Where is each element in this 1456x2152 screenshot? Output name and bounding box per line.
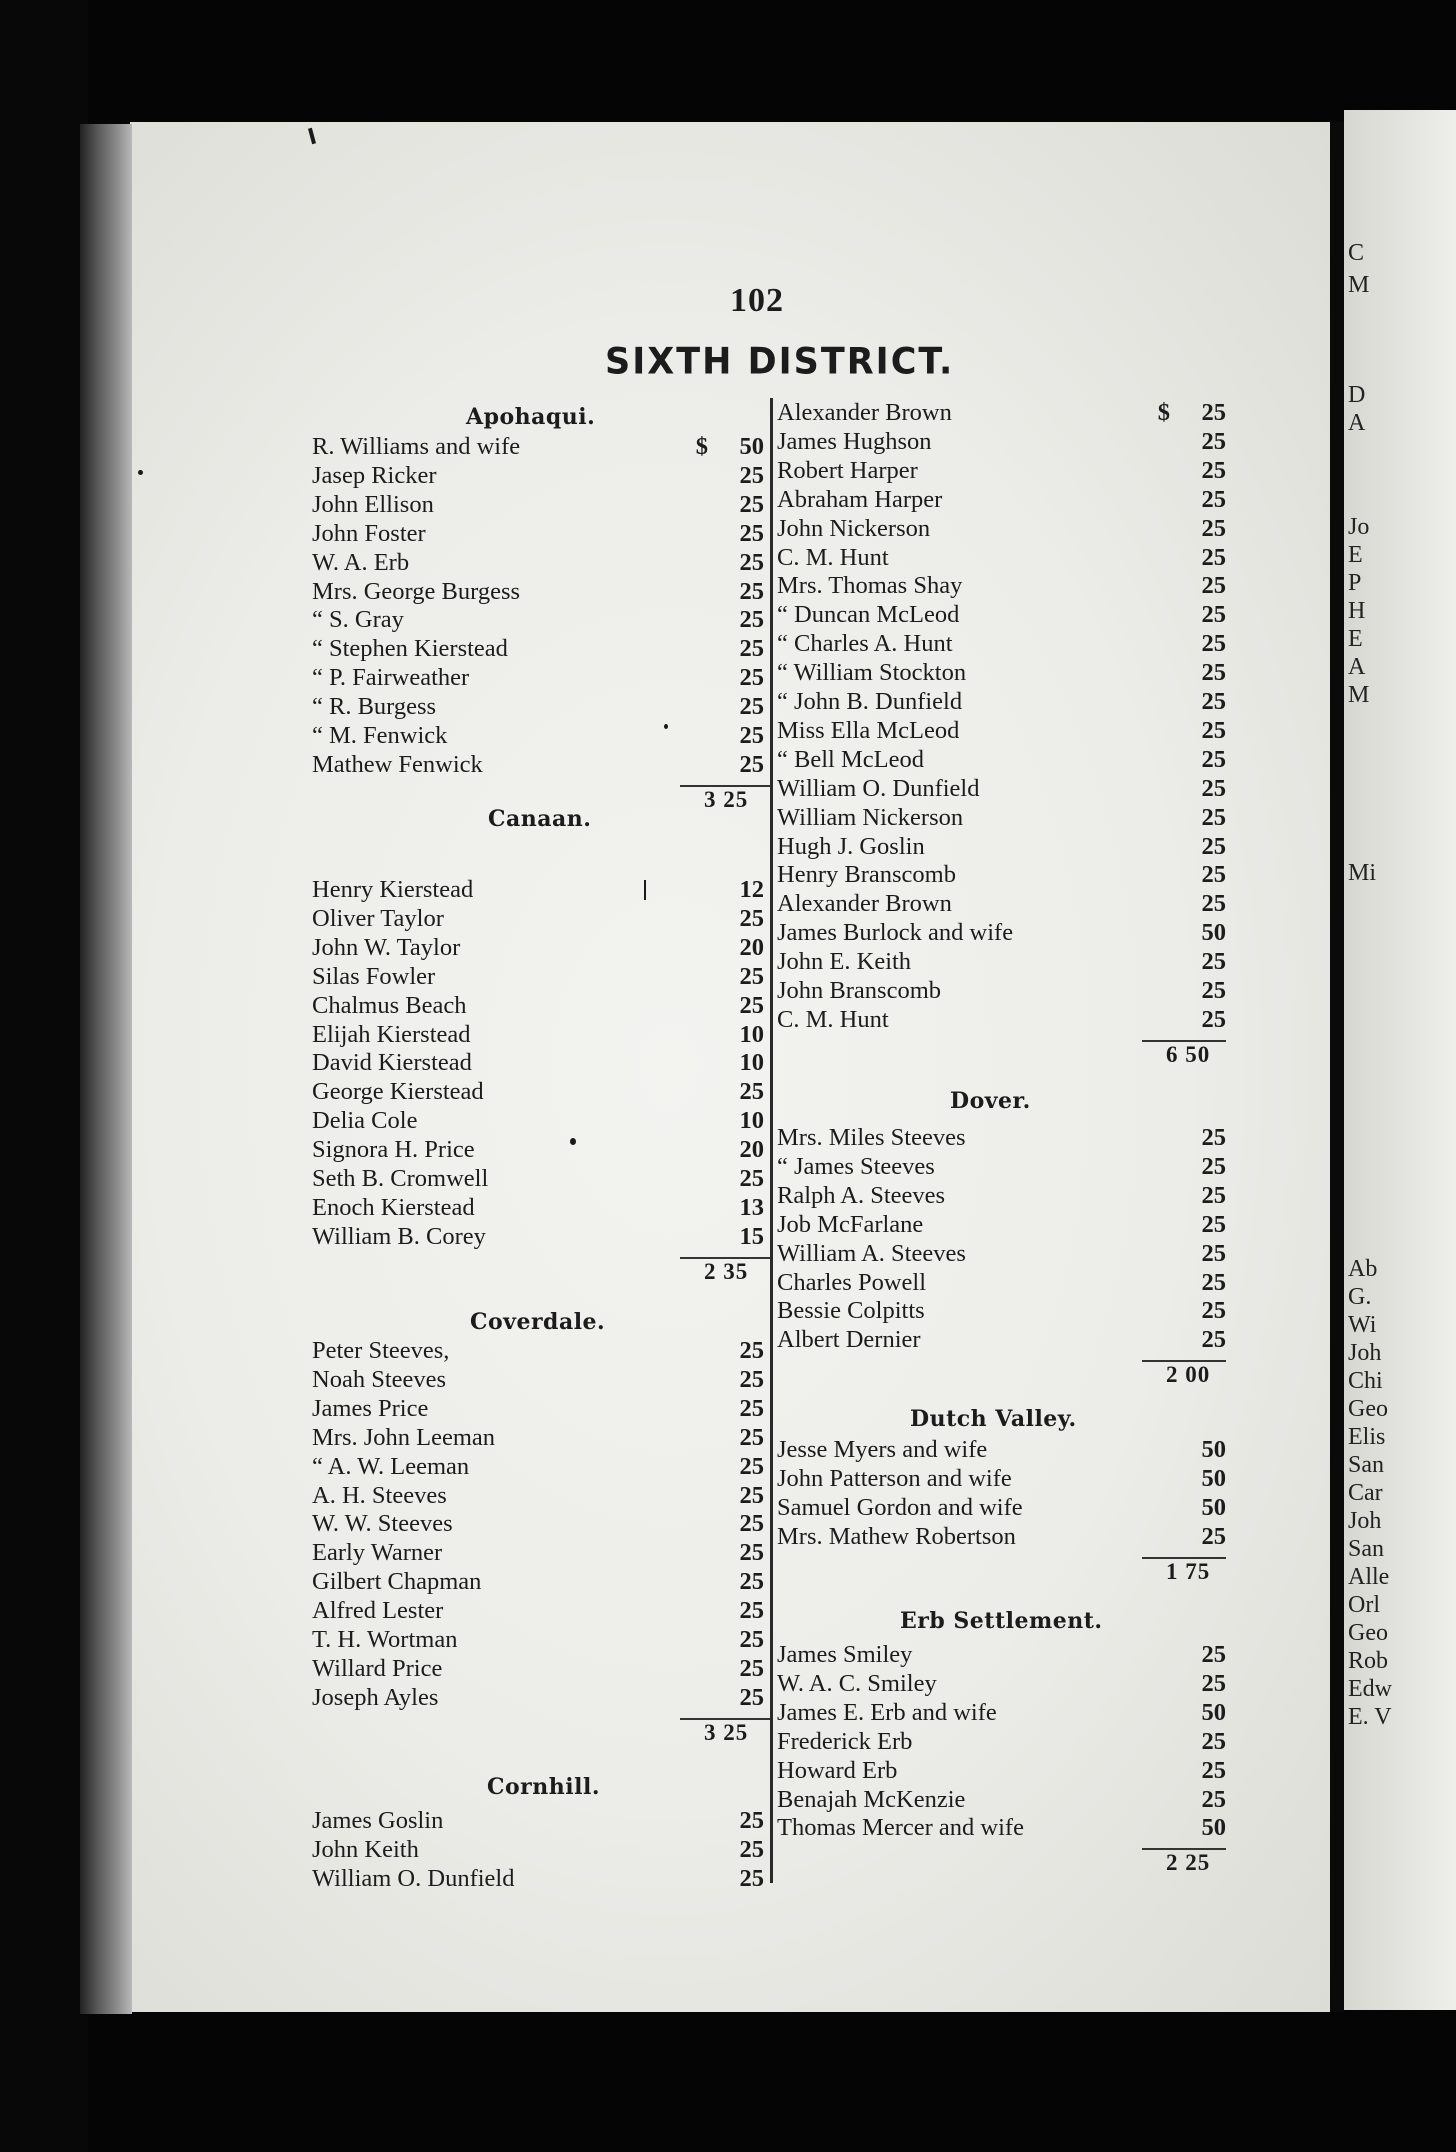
contribution-amount: 25	[739, 1394, 764, 1422]
contributor-name: Hugh J. Goslin	[777, 832, 925, 860]
list-item	[312, 962, 764, 991]
list-item	[777, 1210, 1226, 1239]
contribution-amount: 25	[739, 722, 764, 749]
adjacent-page-text: H	[1348, 598, 1366, 624]
contributor-name: John Nickerson	[777, 514, 931, 542]
list-item	[312, 1654, 764, 1683]
contribution-amount: 50	[1201, 1436, 1226, 1463]
list-item	[777, 860, 1226, 889]
district-title: SIXTH DISTRICT.	[605, 341, 955, 383]
list-item	[312, 663, 764, 692]
contribution-amount: 25	[1201, 861, 1226, 889]
contributor-name: John Foster	[312, 519, 426, 547]
list-item	[312, 1365, 764, 1394]
list-item	[312, 1806, 764, 1835]
list-item	[777, 543, 1226, 572]
contributor-name: John E. Keith	[777, 948, 912, 976]
page-gutter	[1330, 122, 1344, 2012]
contribution-amount: 25	[1201, 977, 1226, 1004]
dollar-sign: $	[695, 433, 708, 460]
contribution-amount: 25	[739, 1568, 764, 1596]
column-divider	[770, 398, 773, 1883]
contribution-amount: 25	[1201, 1756, 1226, 1784]
contribution-amount: 25	[739, 1078, 764, 1106]
contribution-amount: 50	[739, 433, 764, 460]
contribution-amount: 25	[739, 519, 764, 547]
list-item	[777, 1493, 1226, 1522]
contributor-name: William O. Dunfield	[777, 774, 980, 802]
contribution-amount: 50	[1201, 919, 1226, 947]
list-item	[777, 716, 1226, 745]
contributor-name: Jesse Myers and wife	[777, 1436, 988, 1463]
contributor-name: Thomas Mercer and wife	[777, 1814, 1024, 1842]
contribution-amount: 25	[1201, 774, 1226, 802]
adjacent-page-text: Alle	[1348, 1564, 1390, 1590]
adjacent-page-text: Joh	[1348, 1508, 1382, 1534]
contributor-name: John Keith	[312, 1835, 419, 1863]
contributor-name: Seth B. Cromwell	[312, 1165, 489, 1192]
list-item	[312, 1164, 764, 1193]
contribution-amount: 25	[1201, 745, 1226, 773]
list-item	[777, 514, 1226, 543]
contribution-amount: 25	[1201, 688, 1226, 715]
contribution-amount: 10	[739, 1049, 764, 1077]
contributor-name: R. Williams and wife	[312, 433, 521, 460]
list-item	[312, 721, 764, 750]
contribution-amount: 25	[1201, 543, 1226, 571]
list-item	[312, 519, 764, 548]
contribution-amount: 13	[739, 1193, 764, 1221]
section-heading: Erb Settlement.	[900, 1608, 1103, 1634]
contribution-amount: 25	[1201, 716, 1226, 744]
contribution-amount: 25	[1201, 948, 1226, 976]
contributor-name: Silas Fowler	[312, 962, 436, 990]
contributor-name: “ P. Fairweather	[312, 664, 470, 692]
contributor-name: Henry Kierstead	[312, 876, 474, 903]
adjacent-page-text: Joh	[1348, 1340, 1382, 1366]
list-item	[777, 485, 1226, 514]
list-item	[777, 1756, 1226, 1785]
list-item	[777, 1239, 1226, 1268]
contributor-name: C. M. Hunt	[777, 1005, 889, 1033]
list-item	[312, 1394, 764, 1423]
contributor-name: “ S. Gray	[312, 606, 404, 634]
contributor-name: W. A. Erb	[312, 548, 410, 576]
contributor-name: “ James Steeves	[777, 1152, 935, 1180]
contributor-name: “ R. Burgess	[312, 693, 437, 721]
list-item	[777, 1152, 1226, 1181]
contribution-amount: 25	[739, 962, 764, 990]
contributor-name: William O. Dunfield	[312, 1864, 515, 1892]
list-item	[312, 1683, 764, 1712]
list-item	[777, 1698, 1226, 1727]
book-spine	[80, 124, 132, 2014]
contributor-name: William A. Steeves	[777, 1239, 966, 1267]
list-item	[777, 1785, 1226, 1814]
list-item	[312, 1077, 764, 1106]
contributor-name: Miss Ella McLeod	[777, 716, 960, 744]
contribution-amount: 50	[1201, 1698, 1226, 1726]
contribution-amount: 25	[739, 1452, 764, 1480]
list-item	[312, 1048, 764, 1077]
list-item	[777, 976, 1226, 1005]
contribution-amount: 25	[1201, 1210, 1226, 1238]
list-item	[312, 1835, 764, 1864]
contributor-name: James Goslin	[312, 1807, 444, 1834]
contributor-name: Job McFarlane	[777, 1210, 924, 1238]
list-item	[777, 889, 1226, 918]
contributor-name: W. W. Steeves	[312, 1510, 453, 1538]
contributor-name: George Kierstead	[312, 1078, 484, 1106]
adjacent-page-text: A	[1348, 654, 1366, 680]
contribution-amount: 25	[1201, 1727, 1226, 1755]
list-item	[777, 1669, 1226, 1698]
contributor-name: Charles Powell	[777, 1268, 927, 1296]
list-item	[777, 1325, 1226, 1354]
adjacent-page-text: Elis	[1348, 1424, 1386, 1450]
list-item	[312, 933, 764, 962]
contributor-name: Noah Steeves	[312, 1365, 447, 1393]
contribution-amount: 25	[739, 664, 764, 692]
list-item	[312, 605, 764, 634]
contributor-name: Gilbert Chapman	[312, 1568, 482, 1596]
scan-border	[0, 0, 88, 2152]
contributor-name: Mrs. George Burgess	[312, 577, 521, 605]
adjacent-page-text: E	[1348, 542, 1363, 568]
contribution-amount: 25	[739, 904, 764, 932]
contribution-amount: 25	[1201, 514, 1226, 542]
list-item	[312, 634, 764, 663]
subtotal-amount: 2 25	[1166, 1850, 1211, 1876]
contribution-amount: 25	[739, 461, 764, 489]
contributor-name: Ralph A. Steeves	[777, 1181, 946, 1209]
contribution-amount: 25	[1201, 803, 1226, 831]
contribution-amount: 25	[1201, 1181, 1226, 1209]
contributor-name: William Nickerson	[777, 803, 964, 831]
contribution-amount: 25	[739, 1807, 764, 1834]
section-heading: Coverdale.	[470, 1309, 606, 1335]
adjacent-page-text: Wi	[1348, 1312, 1377, 1338]
contributor-name: James Burlock and wife	[777, 919, 1014, 947]
list-item	[777, 571, 1226, 600]
contributor-name: James E. Erb and wife	[777, 1698, 997, 1726]
contribution-amount: 25	[1201, 1124, 1226, 1151]
adjacent-page-text: Jo	[1348, 514, 1370, 540]
list-item	[312, 1222, 764, 1251]
contribution-amount: 25	[1201, 1785, 1226, 1813]
contribution-amount: 25	[1201, 832, 1226, 860]
contribution-amount: 20	[739, 933, 764, 961]
adjacent-page-text: P	[1348, 570, 1362, 596]
contribution-amount: 25	[1201, 630, 1226, 658]
contribution-amount: 10	[739, 1020, 764, 1048]
list-item	[312, 548, 764, 577]
adjacent-page-text: Ab	[1348, 1256, 1378, 1282]
subtotal-amount: 3 25	[704, 1719, 749, 1745]
list-item	[312, 1336, 764, 1365]
list-item	[312, 991, 764, 1020]
adjacent-page-text: C	[1348, 240, 1365, 266]
list-item	[777, 1296, 1226, 1325]
contributor-name: Elijah Kierstead	[312, 1020, 471, 1048]
contributor-name: Samuel Gordon and wife	[777, 1493, 1023, 1521]
contribution-amount: 10	[739, 1107, 764, 1135]
list-item	[777, 803, 1226, 832]
contribution-amount: 25	[1201, 1297, 1226, 1325]
adjacent-page-text: E. V	[1348, 1704, 1392, 1730]
list-item	[777, 774, 1226, 803]
contributor-name: Signora H. Price	[312, 1136, 475, 1164]
contribution-amount: 12	[739, 876, 764, 903]
contribution-amount: 25	[1201, 1005, 1226, 1033]
contributor-name: Henry Branscomb	[777, 861, 956, 889]
contributor-name: “ William Stockton	[777, 659, 967, 687]
list-item	[777, 600, 1226, 629]
list-item	[777, 1727, 1226, 1756]
list-item	[312, 1193, 764, 1222]
contributor-name: “ A. W. Leeman	[312, 1452, 470, 1480]
list-item	[777, 1435, 1226, 1464]
adjacent-page-text: San	[1348, 1536, 1384, 1562]
dollar-sign: $	[1157, 399, 1170, 426]
list-item	[312, 490, 764, 519]
section-heading: Canaan.	[488, 806, 592, 832]
contributor-name: “ John B. Dunfield	[777, 688, 963, 715]
adjacent-page-text: M	[1348, 272, 1370, 298]
contributor-name: Early Warner	[312, 1539, 443, 1567]
list-item	[777, 1005, 1226, 1034]
adjacent-page-text: D	[1348, 382, 1366, 408]
contribution-amount: 25	[739, 1597, 764, 1625]
contribution-amount: 20	[739, 1136, 764, 1164]
adjacent-page-text: San	[1348, 1452, 1384, 1478]
list-item	[777, 947, 1226, 976]
adjacent-page-text: A	[1348, 410, 1366, 436]
contribution-amount: 15	[739, 1222, 764, 1250]
adjacent-page-text: E	[1348, 626, 1363, 652]
list-item	[777, 629, 1226, 658]
list-item	[777, 658, 1226, 687]
list-item	[777, 745, 1226, 774]
contribution-amount: 25	[739, 750, 764, 778]
list-item	[777, 1268, 1226, 1297]
list-item	[312, 875, 764, 904]
list-item	[312, 1567, 764, 1596]
list-item	[312, 1596, 764, 1625]
contributor-name: “ Bell McLeod	[777, 745, 924, 773]
contribution-amount: 25	[739, 577, 764, 605]
contribution-amount: 25	[739, 1864, 764, 1892]
contributor-name: W. A. C. Smiley	[777, 1669, 937, 1697]
section-heading: Cornhill.	[487, 1774, 600, 1800]
contributor-name: Benajah McKenzie	[777, 1785, 966, 1813]
contribution-amount: 25	[739, 635, 764, 663]
list-item	[312, 904, 764, 933]
contributor-name: Alexander Brown	[777, 890, 952, 918]
contribution-amount: 25	[739, 1510, 764, 1538]
contributor-name: Peter Steeves,	[312, 1337, 450, 1364]
contribution-amount: 25	[1201, 572, 1226, 600]
contribution-amount: 25	[1201, 427, 1226, 455]
contributor-name: Abraham Harper	[777, 485, 943, 513]
contributor-name: Delia Cole	[312, 1107, 418, 1135]
subtotal-amount: 2 00	[1166, 1362, 1211, 1388]
contribution-amount: 25	[739, 1654, 764, 1682]
contribution-amount: 25	[1201, 485, 1226, 513]
subtotal-amount: 3 25	[704, 786, 749, 812]
contributor-name: Mrs. John Leeman	[312, 1423, 496, 1451]
list-item	[777, 918, 1226, 947]
list-item	[312, 577, 764, 606]
contribution-amount: 25	[739, 1626, 764, 1653]
adjacent-page-text: Car	[1348, 1480, 1383, 1506]
subtotal-amount: 2 35	[704, 1258, 749, 1284]
list-item	[777, 1813, 1226, 1842]
page-number: 102	[730, 282, 784, 319]
contributor-name: Mrs. Thomas Shay	[777, 572, 963, 600]
list-item	[777, 1640, 1226, 1669]
list-item	[777, 1123, 1226, 1152]
contribution-amount: 25	[739, 1539, 764, 1567]
contribution-amount: 25	[1201, 399, 1226, 426]
contributor-name: James Smiley	[777, 1641, 913, 1668]
contributor-name: Chalmus Beach	[312, 991, 467, 1019]
contribution-amount: 25	[1201, 1268, 1226, 1296]
list-item	[312, 750, 764, 779]
contribution-amount: 25	[1201, 601, 1226, 629]
subtotal-amount: 6 50	[1166, 1041, 1211, 1067]
contributor-name: Albert Dernier	[777, 1326, 921, 1354]
contribution-amount: 25	[1201, 1326, 1226, 1354]
adjacent-page-text: Edw	[1348, 1676, 1392, 1702]
contribution-amount: 25	[739, 490, 764, 518]
contribution-amount: 25	[1201, 890, 1226, 918]
contributor-name: James Price	[312, 1394, 429, 1422]
contribution-amount: 50	[1201, 1493, 1226, 1521]
contribution-amount: 25	[1201, 1641, 1226, 1668]
contributor-name: John Ellison	[312, 490, 434, 518]
contributor-name: “ Charles A. Hunt	[777, 630, 953, 658]
adjacent-page-text: Orl	[1348, 1592, 1380, 1618]
contribution-amount: 25	[739, 693, 764, 721]
ink-speck	[138, 470, 143, 475]
list-item	[312, 692, 764, 721]
contributor-name: Enoch Kierstead	[312, 1193, 475, 1221]
contribution-amount: 25	[739, 1481, 764, 1509]
contribution-amount: 25	[1201, 1669, 1226, 1697]
contributor-name: Oliver Taylor	[312, 904, 444, 932]
contributor-name: Jasep Ricker	[312, 461, 437, 489]
list-item	[312, 1864, 764, 1893]
contributor-name: Bessie Colpitts	[777, 1297, 925, 1325]
contribution-amount: 25	[739, 1165, 764, 1192]
contribution-amount: 50	[1201, 1814, 1226, 1842]
list-item	[777, 398, 1226, 427]
contributor-name: A. H. Steeves	[312, 1481, 447, 1509]
contributor-name: Howard Erb	[777, 1756, 898, 1784]
list-item	[777, 1181, 1226, 1210]
contributor-name: Frederick Erb	[777, 1727, 913, 1755]
contributor-name: David Kierstead	[312, 1049, 472, 1077]
list-item	[312, 1509, 764, 1538]
list-item	[312, 1625, 764, 1654]
section-heading: Dutch Valley.	[910, 1406, 1077, 1432]
contributor-name: James Hughson	[777, 427, 932, 455]
adjacent-page-text: Geo	[1348, 1396, 1388, 1422]
contributor-name: Mrs. Mathew Robertson	[777, 1522, 1016, 1550]
list-item	[777, 427, 1226, 456]
contributor-name: John Branscomb	[777, 977, 941, 1004]
list-item	[777, 456, 1226, 485]
list-item	[777, 1522, 1226, 1551]
contribution-amount: 50	[1201, 1464, 1226, 1492]
list-item	[312, 461, 764, 490]
list-item	[312, 1106, 764, 1135]
contributor-name: “ Stephen Kierstead	[312, 635, 508, 663]
contributor-name: Joseph Ayles	[312, 1683, 439, 1711]
contributor-name: “ Duncan McLeod	[777, 601, 960, 629]
adjacent-page-text: Mi	[1348, 860, 1377, 886]
contributor-name: T. H. Wortman	[312, 1626, 458, 1653]
subtotal-amount: 1 75	[1166, 1558, 1211, 1584]
contributor-name: John Patterson and wife	[777, 1464, 1012, 1492]
section-heading: Dover.	[950, 1088, 1031, 1114]
contributor-name: Willard Price	[312, 1654, 443, 1682]
contributor-name: Robert Harper	[777, 456, 918, 484]
list-item	[312, 1481, 764, 1510]
adjacent-page-text: M	[1348, 682, 1370, 708]
adjacent-page-text: Chi	[1348, 1368, 1383, 1394]
contributor-name: William B. Corey	[312, 1222, 486, 1250]
contributor-name: Mrs. Miles Steeves	[777, 1124, 966, 1151]
list-item	[312, 432, 764, 461]
contribution-amount: 25	[739, 1365, 764, 1393]
list-item	[312, 1423, 764, 1452]
adjacent-page-edge	[1344, 110, 1456, 2010]
contribution-amount: 25	[739, 1835, 764, 1863]
list-item	[777, 687, 1226, 716]
list-item	[312, 1135, 764, 1164]
adjacent-page-text: G.	[1348, 1284, 1372, 1310]
contributor-name: Alexander Brown	[777, 399, 952, 426]
contributor-name: C. M. Hunt	[777, 543, 889, 571]
contribution-amount: 25	[1201, 1152, 1226, 1180]
contribution-amount: 25	[739, 548, 764, 576]
contribution-amount: 25	[739, 1423, 764, 1451]
adjacent-page-text: Geo	[1348, 1620, 1388, 1646]
list-item	[777, 1464, 1226, 1493]
contribution-amount: 25	[1201, 1239, 1226, 1267]
contributor-name: Alfred Lester	[312, 1597, 444, 1625]
list-item	[312, 1538, 764, 1567]
list-item	[312, 1452, 764, 1481]
section-heading: Apohaqui.	[466, 404, 596, 430]
contributor-name: Mathew Fenwick	[312, 750, 483, 778]
contribution-amount: 25	[1201, 456, 1226, 484]
list-item	[312, 1020, 764, 1049]
contributor-name: “ M. Fenwick	[312, 722, 448, 749]
contribution-amount: 25	[1201, 659, 1226, 687]
contribution-amount: 25	[1201, 1522, 1226, 1550]
contributor-name: John W. Taylor	[312, 933, 461, 961]
list-item	[777, 832, 1226, 861]
contribution-amount: 25	[739, 991, 764, 1019]
adjacent-page-text: Rob	[1348, 1648, 1389, 1674]
contribution-amount: 25	[739, 606, 764, 634]
contribution-amount: 25	[739, 1337, 764, 1364]
contribution-amount: 25	[739, 1683, 764, 1711]
